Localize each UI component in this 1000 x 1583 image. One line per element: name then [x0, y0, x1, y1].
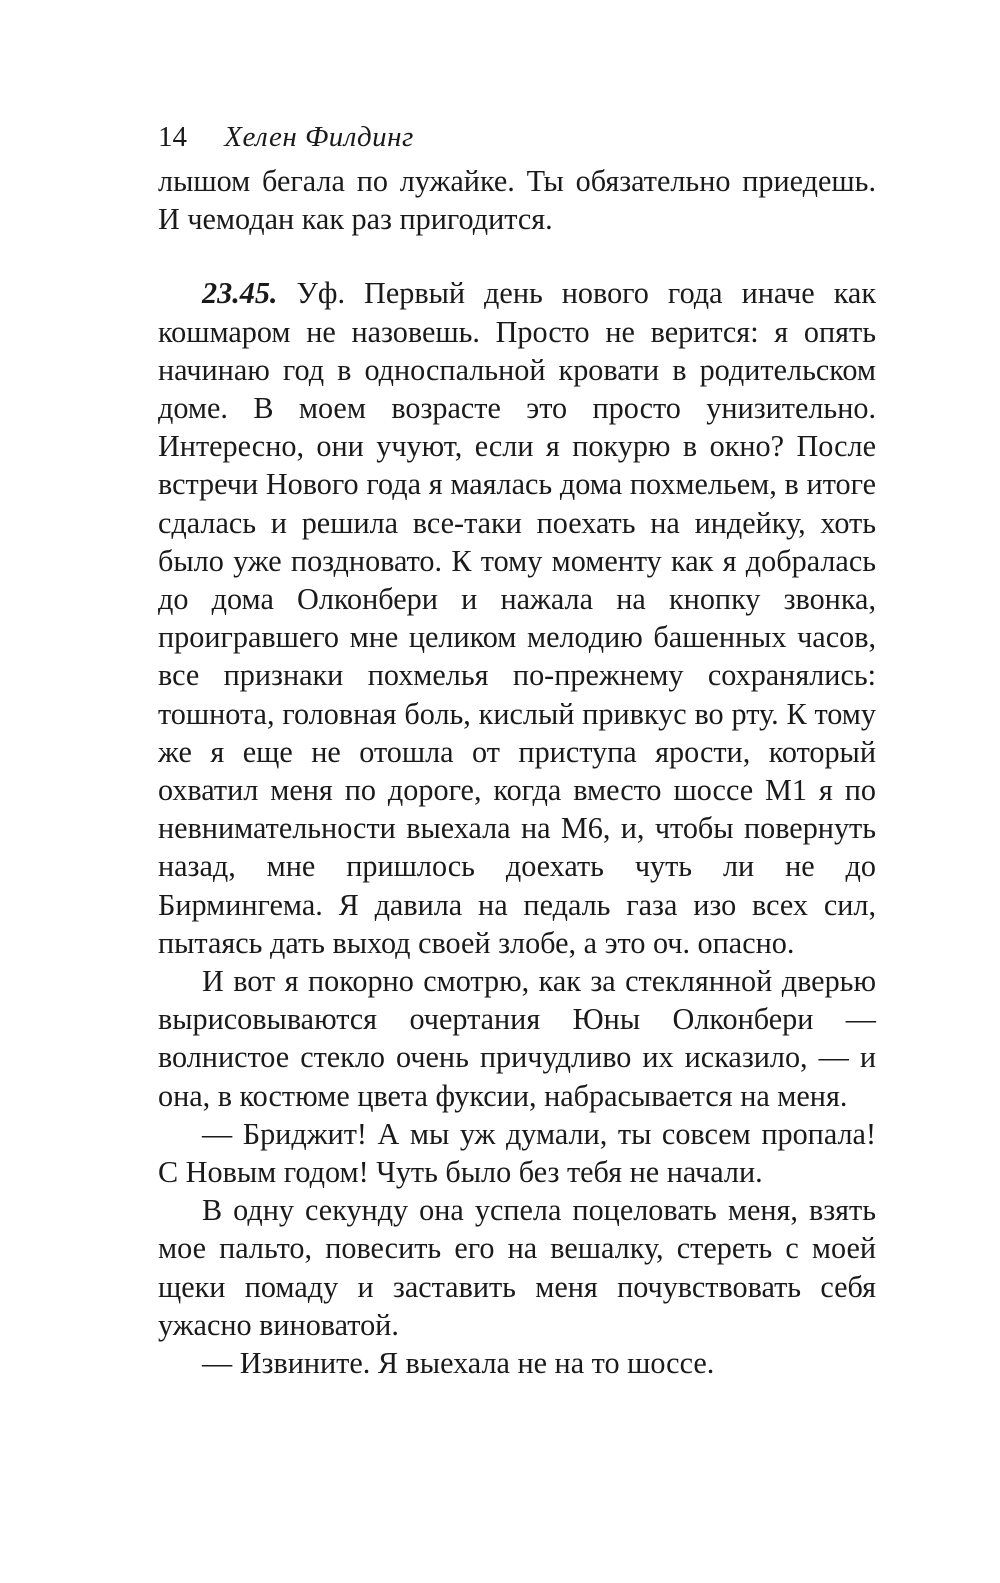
paragraph: В одну секунду она успела поцеловать меня, взять мое пальто, повесить его на вешалку, стереть с моей щеки помаду и заставить меня почувствовать себя ужасно виноватой. — [158, 1193, 876, 1342]
book-page — [158, 112, 876, 1382]
dialogue-line: — Извините. Я выехала не на то шоссе. — [202, 1346, 715, 1381]
paragraph-continuation: лышом бегала по лужайке. Ты обязательно приедешь. И чемодан как раз пригодится. — [158, 164, 876, 237]
diary-entry-paragraph — [158, 274, 876, 962]
running-title: Хелен Филдинг — [224, 121, 414, 153]
body-text — [158, 162, 876, 1382]
entry-time: 23.45. — [202, 276, 278, 311]
page-header — [158, 112, 876, 162]
page-number: 14 — [158, 121, 187, 153]
entry-text: Уф. Первый день нового года иначе как кошмаром не назовешь. Просто не верится: я опять начинаю год в односпальной кровати в родительском доме. В моем возрасте это просто унизительно. Интересно, они учуют, если я покурю в окно? После встречи Нового года я маялась дома похмельем, в итоге сдалась и решила все-таки поехать на индейку, хоть было уже поздновато. К тому моменту как я добралась до дома Олконбери и нажала на кнопку звонка, проигравшего мне целиком мелодию башенных часов, все признаки похмелья по-прежнему сохранялись: тошнота, головная боль, кислый привкус во рту. К тому же я еще не отошла от приступа ярости, который охватил меня по дороге, когда вместо шоссе М1 я по невнимательности выехала на М6, и, чтобы повернуть назад, мне пришлось доехать чуть ли не до Бирмингема. Я давила на педаль газа изо всех сил, пытаясь дать выход своей злобе, а это оч. опасно. — [158, 276, 876, 960]
paragraph: И вот я покорно смотрю, как за стеклянной дверью вырисовываются очертания Юны Олконбери — волнистое стекло очень причудливо их исказило, — и она, в костюме цвета фуксии, набрасывается на меня. — [158, 964, 876, 1113]
dialogue-line: — Бриджит! А мы уж думали, ты совсем пропала! С Новым годом! Чуть было без тебя не начали. — [158, 1116, 876, 1190]
